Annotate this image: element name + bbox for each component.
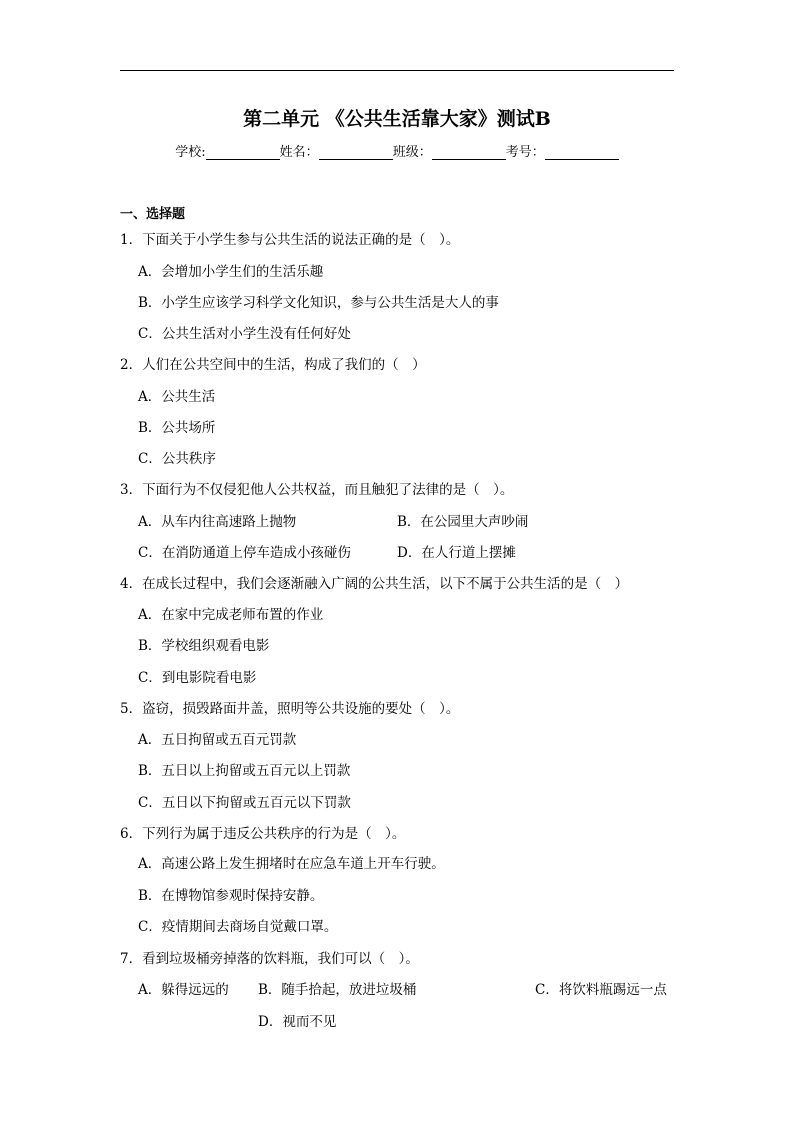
question-5-option-a[interactable]: A．五日拘留或五百元罚款 <box>138 732 297 748</box>
question-5-option-c[interactable]: C．五日以下拘留或五百元以下罚款 <box>138 795 351 811</box>
question-4-option-c[interactable]: C．到电影院看电影 <box>138 670 257 686</box>
question-1-option-a[interactable]: A．会增加小学生们的生活乐趣 <box>138 264 324 280</box>
question-2-option-c[interactable]: C．公共秩序 <box>138 451 216 467</box>
question-3-option-d[interactable]: D．在人行道上摆摊 <box>397 545 516 561</box>
question-7-option-a[interactable]: A．躲得远远的 <box>138 982 229 998</box>
question-5-stem: 5．盗窃，损毁路面井盖，照明等公共设施的要处（ ）。 <box>120 701 460 717</box>
name-blank[interactable] <box>319 145 393 160</box>
school-label: 学校: <box>175 145 206 160</box>
question-3-stem: 3．下面行为不仅侵犯他人公共权益，而且触犯了法律的是（ ）。 <box>120 482 514 498</box>
class-blank[interactable] <box>432 145 506 160</box>
page-title: 第二单元 《公共生活靠大家》测试B <box>243 108 551 130</box>
name-label: 姓名： <box>279 145 319 160</box>
question-6-option-c[interactable]: C．疫情期间去商场自觉戴口罩。 <box>138 919 338 935</box>
question-3-option-c[interactable]: C．在消防通道上停车造成小孩碰伤 <box>138 545 351 561</box>
section-heading: 一、选择题 <box>120 207 186 222</box>
question-3-option-a[interactable]: A．从车内往高速路上抛物 <box>138 514 297 530</box>
question-7-option-b[interactable]: B．随手拾起，放进垃圾桶 <box>258 982 417 998</box>
student-info-line <box>0 141 794 160</box>
question-6-option-a[interactable]: A．高速公路上发生拥堵时在应急车道上开车行驶。 <box>138 856 445 872</box>
question-3-option-b[interactable]: B．在公园里大声吵闹 <box>397 514 529 530</box>
question-7-option-c[interactable]: C．将饮料瓶踢远一点 <box>535 982 667 998</box>
exam-no-label: 考号： <box>505 145 545 160</box>
question-4-option-b[interactable]: B．学校组织观看电影 <box>138 638 270 654</box>
question-4-stem: 4．在成长过程中，我们会逐渐融入广阔的公共生活，以下不属于公共生活的是（ ） <box>120 576 629 592</box>
question-2-stem: 2．人们在公共空间中的生活，构成了我们的（ ） <box>120 357 426 373</box>
question-5-option-b[interactable]: B．五日以上拘留或五百元以上罚款 <box>138 763 351 779</box>
question-6-option-b[interactable]: B．在博物馆参观时保持安静。 <box>138 888 324 904</box>
question-1-option-c[interactable]: C．公共生活对小学生没有任何好处 <box>138 326 351 342</box>
question-2-option-a[interactable]: A．公共生活 <box>138 389 216 405</box>
class-label: 班级： <box>392 145 432 160</box>
question-4-option-a[interactable]: A．在家中完成老师布置的作业 <box>138 607 324 623</box>
exam-no-blank[interactable] <box>545 145 619 160</box>
question-2-option-b[interactable]: B．公共场所 <box>138 420 216 436</box>
question-1-stem: 1．下面关于小学生参与公共生活的说法正确的是（ ）。 <box>120 232 460 248</box>
question-7-option-d[interactable]: D．视而不见 <box>258 1014 337 1030</box>
question-7-stem: 7．看到垃圾桶旁掉落的饮料瓶，我们可以（ ）。 <box>120 951 419 967</box>
school-blank[interactable] <box>206 145 280 160</box>
question-1-option-b[interactable]: B．小学生应该学习科学文化知识，参与公共生活是大人的事 <box>138 295 499 311</box>
header-rule <box>120 70 674 71</box>
question-6-stem: 6．下列行为属于违反公共秩序的行为是（ ）。 <box>120 826 406 842</box>
